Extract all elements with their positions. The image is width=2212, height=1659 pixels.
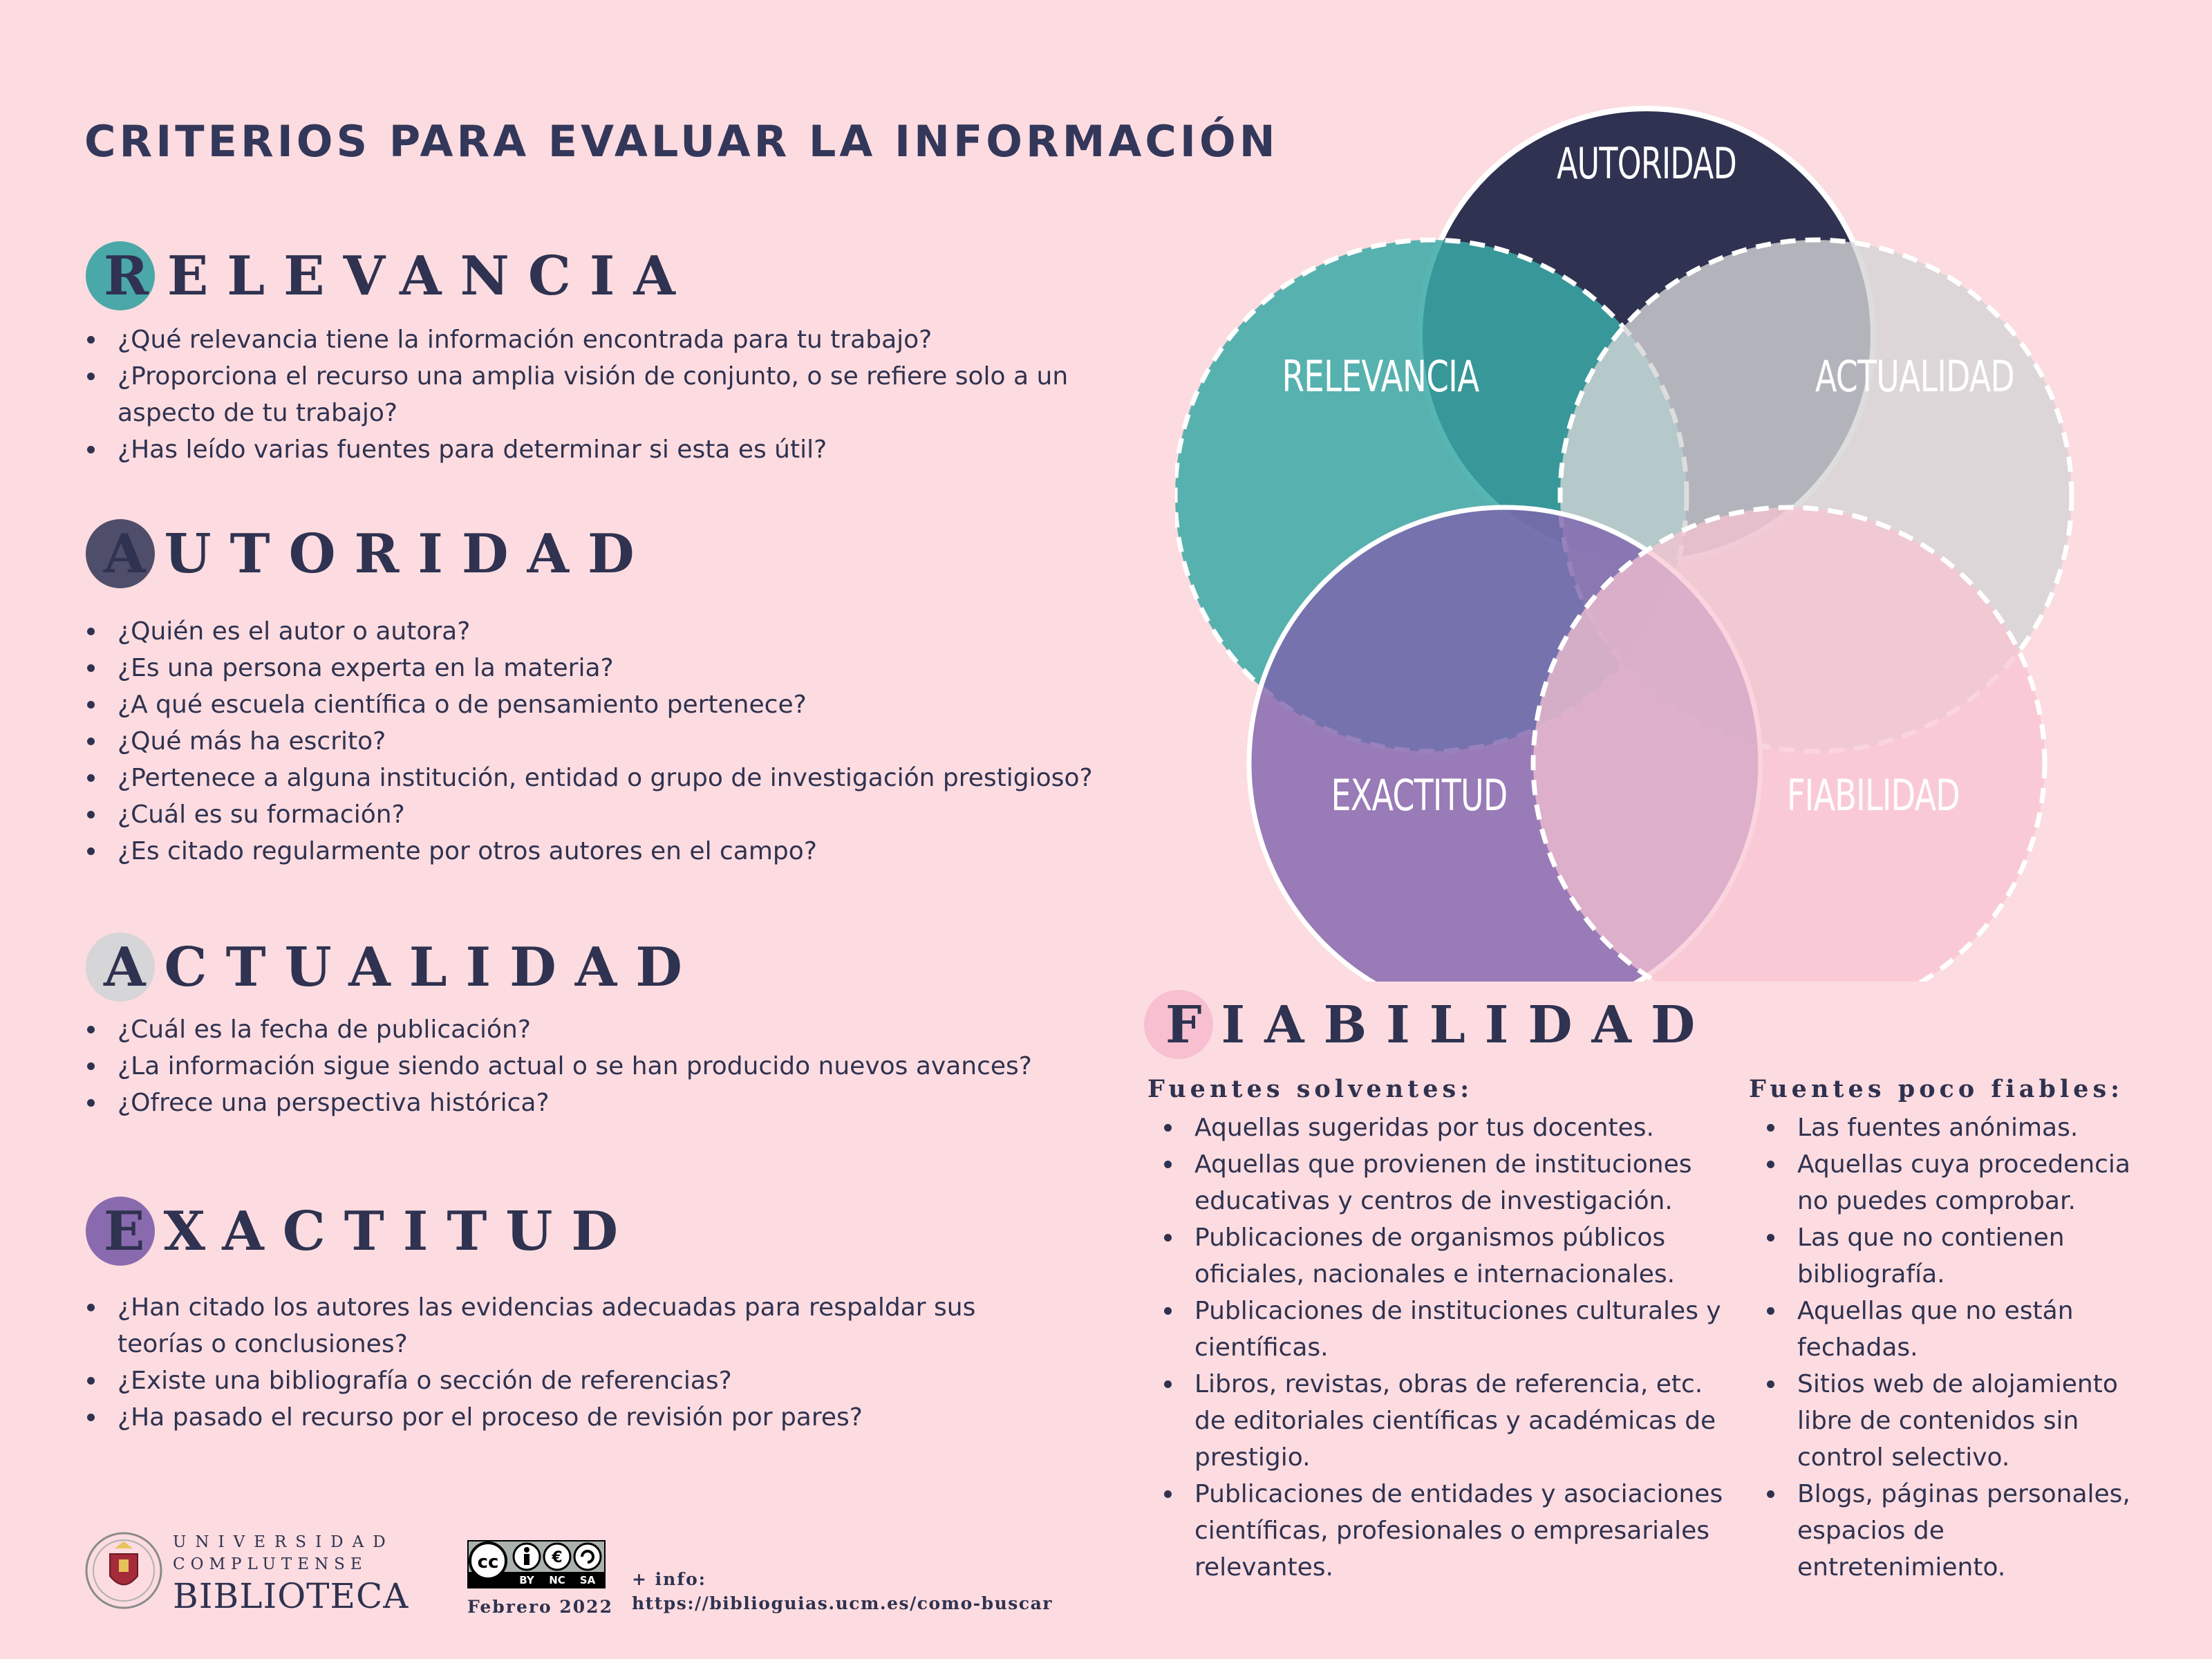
solventes-list — [1161, 1109, 1728, 1586]
list-item: Aquellas cuya procedencia no puedes comprobar. — [1797, 1146, 2158, 1219]
section-autoridad — [84, 516, 1135, 870]
list-item: ¿A qué escuela científica o de pensamiento pertenece? — [118, 686, 1135, 723]
list-item: Publicaciones de entidades y asociaciones científicas, profesionales o empresariales relevantes. — [1194, 1476, 1728, 1586]
section-title — [104, 516, 653, 592]
venn-label-fiabilidad: FIABILIDAD — [1787, 770, 1960, 821]
list-item: Libros, revistas, obras de referencia, etc. de editoriales científicas y académicas de prestigio. — [1194, 1366, 1728, 1476]
section-title — [104, 930, 701, 1006]
section-title-rest: UTORIDAD — [164, 523, 653, 585]
svg-text:cc: cc — [477, 1552, 499, 1573]
section-fiabilidad — [1141, 982, 1763, 1058]
library-name: BIBLIOTECA — [173, 1576, 409, 1616]
poco-fiables-title: Fuentes poco fiables: — [1749, 1075, 2124, 1103]
venn-diagram — [1175, 69, 2143, 982]
page-title: CRITERIOS PARA EVALUAR LA INFORMACIÓN — [84, 116, 1279, 167]
list-item: Publicaciones de instituciones culturales y científicas. — [1194, 1293, 1728, 1366]
list-item: Las que no contienen bibliografía. — [1797, 1219, 2158, 1293]
cc-sa-label: SA — [579, 1574, 596, 1586]
section-exactitud — [84, 1194, 1135, 1436]
list-item: ¿Es una persona experta en la materia? — [118, 650, 1135, 686]
list-item: Aquellas que no están fechadas. — [1797, 1293, 2158, 1366]
list-item: Aquellas que provienen de instituciones educativas y centros de investigación. — [1194, 1146, 1728, 1219]
list-item: ¿Existe una bibliografía o sección de referencias? — [118, 1362, 1016, 1399]
section-initial: A — [104, 523, 165, 585]
section-actualidad — [84, 930, 1135, 1121]
venn-svg — [1175, 69, 2143, 982]
venn-label-exactitud: EXACTITUD — [1331, 770, 1508, 821]
section-heading — [1141, 982, 1763, 1058]
list-item: Publicaciones de organismos públicos oficiales, nacionales e internacionales. — [1194, 1219, 1728, 1293]
list-item: ¿Quién es el autor o autora? — [118, 613, 1135, 650]
info-label: + info: — [632, 1569, 706, 1589]
section-title-rest: XACTITUD — [163, 1200, 637, 1263]
list-item: ¿Has leído varias fuentes para determinar si esta es útil? — [118, 431, 1085, 468]
publication-date: Febrero 2022 — [467, 1597, 613, 1617]
list-item: ¿Cuál es su formación? — [118, 796, 1135, 833]
list-item: ¿Qué relevancia tiene la información encontrada para tu trabajo? — [118, 321, 1085, 358]
creative-commons-badge-icon — [467, 1540, 606, 1588]
section-initial: F — [1165, 995, 1221, 1055]
question-list — [84, 321, 1085, 468]
section-title — [104, 238, 694, 315]
list-item: ¿Han citado los autores las evidencias adecuadas para respaldar sus teorías o conclusiones? — [118, 1289, 1016, 1362]
solventes-title: Fuentes solventes: — [1147, 1075, 1474, 1103]
venn-label-actualidad: ACTUALIDAD — [1815, 351, 2014, 402]
cc-nc-label: NC — [549, 1574, 565, 1586]
list-item: ¿Es citado regularmente por otros autores en el campo? — [118, 833, 1135, 870]
section-heading — [84, 516, 1135, 592]
list-item: ¿Pertenece a alguna institución, entidad o grupo de investigación prestigioso? — [118, 760, 1135, 796]
list-item: ¿Cuál es la fecha de publicación? — [118, 1011, 1135, 1048]
section-title — [104, 1194, 637, 1270]
section-heading — [84, 238, 1135, 315]
list-item: Sitios web de alojamiento libre de contenidos sin control selectivo. — [1797, 1366, 2158, 1476]
question-list — [84, 613, 1135, 870]
list-item: ¿Ofrece una perspectiva histórica? — [118, 1085, 1135, 1121]
section-title-rest: CTUALIDAD — [164, 936, 701, 999]
cc-by-label: BY — [519, 1574, 534, 1586]
section-initial: E — [104, 1200, 164, 1263]
venn-label-autoridad: AUTORIDAD — [1557, 138, 1736, 189]
university-name-line2: COMPLUTENSE — [173, 1555, 368, 1573]
section-initial: A — [104, 936, 165, 999]
info-link[interactable]: https://biblioguias.ucm.es/como-buscar — [632, 1593, 1053, 1613]
list-item: ¿Proporciona el recurso una amplia visión de conjunto, o se refiere solo a un aspecto de tu trabajo? — [118, 358, 1085, 431]
list-item: Las fuentes anónimas. — [1797, 1109, 2158, 1146]
question-list — [84, 1289, 1016, 1436]
list-item: Aquellas sugeridas por tus docentes. — [1194, 1109, 1728, 1146]
venn-label-relevancia: RELEVANCIA — [1282, 351, 1479, 402]
question-list — [84, 1011, 1135, 1121]
section-title-rest: ELEVANCIA — [167, 245, 694, 308]
list-item: ¿Ha pasado el recurso por el proceso de revisión por pares? — [118, 1399, 1016, 1436]
poco-fiables-list — [1764, 1109, 2158, 1586]
section-initial: R — [104, 245, 167, 308]
section-title — [1165, 987, 1714, 1063]
list-item: ¿Qué más ha escrito? — [118, 723, 1135, 760]
section-heading — [84, 1194, 1135, 1270]
university-seal-icon — [84, 1528, 164, 1614]
section-relevancia — [84, 238, 1135, 468]
section-title-rest: IABILIDAD — [1221, 995, 1715, 1055]
list-item: Blogs, páginas personales, espacios de entretenimiento. — [1797, 1476, 2158, 1586]
venn-circle-fiabilidad — [1533, 507, 2045, 982]
university-name-line1: UNIVERSIDAD — [173, 1533, 395, 1551]
svg-text:€: € — [552, 1549, 563, 1566]
section-heading — [84, 930, 1135, 1006]
list-item: ¿La información sigue siendo actual o se han producido nuevos avances? — [118, 1048, 1135, 1085]
